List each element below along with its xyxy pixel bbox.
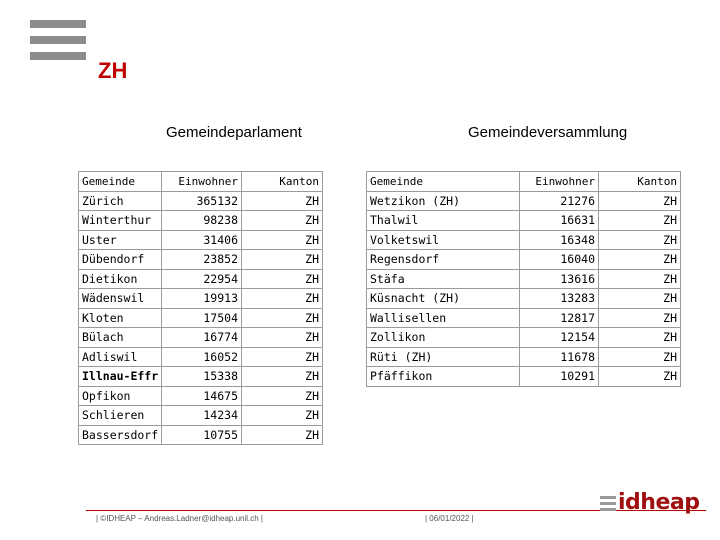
cell-gemeinde: Bülach: [79, 328, 162, 348]
table-row: [367, 308, 681, 328]
cell-kanton: ZH: [242, 406, 323, 426]
cell-kanton: ZH: [599, 347, 681, 367]
cell-einwohner: 10291: [520, 367, 599, 387]
cell-kanton: ZH: [599, 308, 681, 328]
cell-einwohner: 23852: [162, 250, 242, 270]
cell-gemeinde: Bassersdorf: [79, 425, 162, 445]
cell-einwohner: 22954: [162, 269, 242, 289]
column-header: Gemeinde: [367, 172, 520, 192]
column-header: Einwohner: [520, 172, 599, 192]
cell-einwohner: 13283: [520, 289, 599, 309]
cell-einwohner: 16052: [162, 347, 242, 367]
column-header: Kanton: [599, 172, 681, 192]
cell-kanton: ZH: [599, 230, 681, 250]
cell-kanton: ZH: [242, 211, 323, 231]
cell-kanton: ZH: [242, 347, 323, 367]
cell-kanton: ZH: [242, 269, 323, 289]
menu-bars-icon: [30, 20, 86, 68]
table-row: [367, 367, 681, 387]
cell-gemeinde: Kloten: [79, 308, 162, 328]
table-row: [367, 269, 681, 289]
column-header: Einwohner: [162, 172, 242, 192]
cell-einwohner: 365132: [162, 191, 242, 211]
left-header-row: [79, 172, 323, 192]
cell-kanton: ZH: [242, 367, 323, 387]
cell-einwohner: 13616: [520, 269, 599, 289]
table-row: [79, 211, 323, 231]
cell-gemeinde: Dübendorf: [79, 250, 162, 270]
cell-einwohner: 16040: [520, 250, 599, 270]
table-row: [367, 250, 681, 270]
cell-kanton: ZH: [599, 289, 681, 309]
cell-kanton: ZH: [599, 328, 681, 348]
table-row: [79, 269, 323, 289]
cell-kanton: ZH: [599, 269, 681, 289]
cell-gemeinde: Wallisellen: [367, 308, 520, 328]
slide-title: ZH: [98, 58, 128, 83]
heading-gemeindeversammlung: Gemeindeversammlung: [468, 124, 628, 141]
idheap-logo: [600, 490, 700, 520]
logo-lines-icon: [600, 496, 616, 514]
footer-credit: | ©IDHEAP – Andreas.Ladner@idheap.unil.ch |: [96, 514, 264, 523]
cell-gemeinde: Regensdorf: [367, 250, 520, 270]
right-header-row: [367, 172, 681, 192]
cell-gemeinde: Dietikon: [79, 269, 162, 289]
table-row: [79, 386, 323, 406]
cell-einwohner: 15338: [162, 367, 242, 387]
table-row: [367, 230, 681, 250]
cell-einwohner: 31406: [162, 230, 242, 250]
cell-einwohner: 19913: [162, 289, 242, 309]
logo-text: idheap: [618, 490, 700, 515]
cell-kanton: ZH: [242, 425, 323, 445]
cell-einwohner: 14234: [162, 406, 242, 426]
table-row: [79, 367, 323, 387]
cell-gemeinde: Schlieren: [79, 406, 162, 426]
cell-kanton: ZH: [242, 191, 323, 211]
cell-kanton: ZH: [242, 328, 323, 348]
table-row: [79, 406, 323, 426]
cell-einwohner: 12154: [520, 328, 599, 348]
footer-date: | 06/01/2022 |: [425, 514, 474, 523]
cell-gemeinde: Volketswil: [367, 230, 520, 250]
column-header: Kanton: [242, 172, 323, 192]
table-row: [79, 289, 323, 309]
table-row: [79, 250, 323, 270]
cell-einwohner: 16348: [520, 230, 599, 250]
cell-kanton: ZH: [599, 367, 681, 387]
table-row: [367, 191, 681, 211]
cell-gemeinde: Wädenswil: [79, 289, 162, 309]
table-gemeindeparlament: [78, 171, 323, 445]
cell-gemeinde: Illnau-Effr: [79, 367, 162, 387]
table-row: [79, 328, 323, 348]
cell-gemeinde: Zollikon: [367, 328, 520, 348]
cell-einwohner: 10755: [162, 425, 242, 445]
cell-einwohner: 98238: [162, 211, 242, 231]
cell-gemeinde: Adliswil: [79, 347, 162, 367]
cell-einwohner: 14675: [162, 386, 242, 406]
cell-einwohner: 16774: [162, 328, 242, 348]
cell-kanton: ZH: [242, 386, 323, 406]
cell-kanton: ZH: [599, 211, 681, 231]
cell-gemeinde: Küsnacht (ZH): [367, 289, 520, 309]
cell-gemeinde: Rüti (ZH): [367, 347, 520, 367]
cell-kanton: ZH: [599, 191, 681, 211]
cell-gemeinde: Stäfa: [367, 269, 520, 289]
cell-kanton: ZH: [599, 250, 681, 270]
cell-kanton: ZH: [242, 289, 323, 309]
table-gemeindeversammlung: [366, 171, 681, 387]
table-row: [79, 308, 323, 328]
table-row: [367, 289, 681, 309]
cell-gemeinde: Pfäffikon: [367, 367, 520, 387]
cell-einwohner: 16631: [520, 211, 599, 231]
cell-einwohner: 12817: [520, 308, 599, 328]
cell-kanton: ZH: [242, 308, 323, 328]
table-row: [367, 347, 681, 367]
cell-gemeinde: Winterthur: [79, 211, 162, 231]
cell-gemeinde: Uster: [79, 230, 162, 250]
cell-einwohner: 21276: [520, 191, 599, 211]
cell-gemeinde: Wetzikon (ZH): [367, 191, 520, 211]
column-header: Gemeinde: [79, 172, 162, 192]
table-row: [367, 328, 681, 348]
cell-gemeinde: Thalwil: [367, 211, 520, 231]
table-row: [79, 230, 323, 250]
cell-gemeinde: Zürich: [79, 191, 162, 211]
table-row: [79, 347, 323, 367]
heading-gemeindeparlament: Gemeindeparlament: [166, 124, 302, 141]
cell-einwohner: 17504: [162, 308, 242, 328]
table-row: [367, 211, 681, 231]
table-row: [79, 425, 323, 445]
cell-kanton: ZH: [242, 230, 323, 250]
cell-kanton: ZH: [242, 250, 323, 270]
table-row: [79, 191, 323, 211]
cell-gemeinde: Opfikon: [79, 386, 162, 406]
cell-einwohner: 11678: [520, 347, 599, 367]
